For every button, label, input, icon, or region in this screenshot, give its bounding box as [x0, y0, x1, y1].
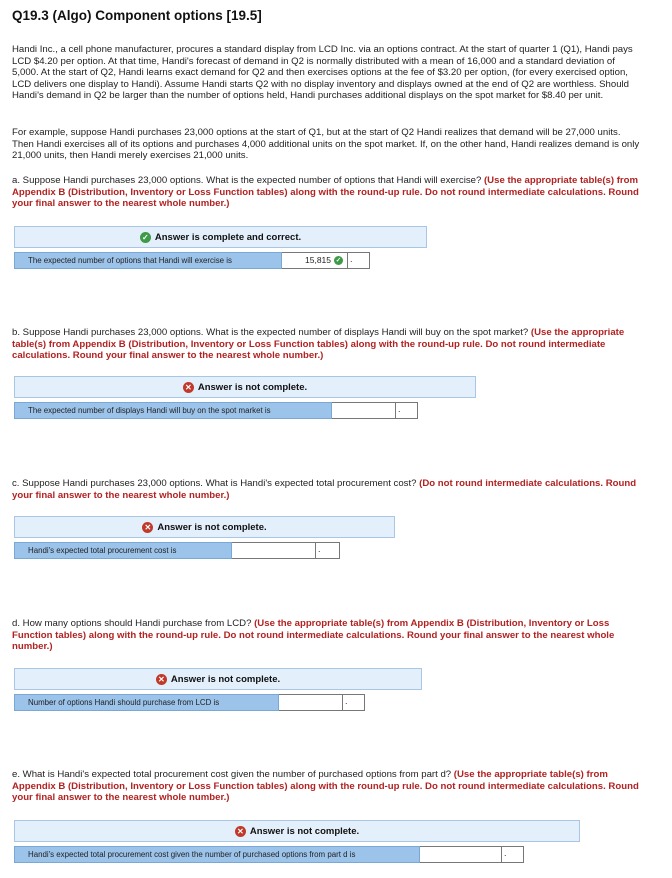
answer-e-suffix: . [502, 846, 524, 863]
answer-d-status-text: Answer is not complete. [170, 673, 281, 685]
answer-b-status-text: Answer is not complete. [197, 381, 308, 393]
answer-c-row [14, 542, 340, 559]
answer-a-row [14, 252, 370, 269]
problem-example: For example, suppose Handi purchases 23,000 options at the start of Q1, but at the start of Q2 Handi realizes that demand will be 27,000 units. Then Handi exercises all of its options and purchases 4,000 additional units on the spot market. If, on the other hand, Handi realizes demand is only 21,000 units, then Handi merely exercises 21,000 units. [12, 127, 640, 162]
answer-d-input[interactable] [279, 694, 343, 711]
question-d [12, 618, 642, 653]
question-c [12, 478, 642, 501]
answer-c-status-text: Answer is not complete. [157, 521, 267, 533]
question-b-text: b. Suppose Handi purchases 23,000 options. What is the expected number of displays Handi will buy on the spot market? [12, 327, 529, 338]
answer-a-status-text: Answer is complete and correct. [154, 231, 302, 243]
answer-b-suffix: . [396, 402, 418, 419]
answer-e-status-text: Answer is not complete. [249, 825, 360, 837]
page-title: Q19.3 (Algo) Component options [19.5] [12, 8, 262, 23]
question-d-text: d. How many options should Handi purchase from LCD? [12, 618, 252, 629]
x-circle-icon: ✕ [142, 522, 153, 533]
answer-a-suffix: . [348, 252, 370, 269]
question-e-instruction: (Use the appropriate table(s) from Appendix B (Distribution, Inventory or Loss Function tables) along with the round-up rule. Do not round intermediate calculations. Round your final answer to the nearest whole number.) [12, 769, 639, 804]
answer-d-suffix: . [343, 694, 365, 711]
question-d-instruction: (Use the appropriate table(s) from Appendix B (Distribution, Inventory or Loss Function tables) along with the round-up rule. Do not round intermediate calculations. Round your final answer to the nearest whole number.) [12, 618, 615, 653]
question-e [12, 769, 642, 804]
check-circle-icon: ✓ [140, 232, 151, 243]
question-a-instruction: (Use the appropriate table(s) from Appendix B (Distribution, Inventory or Loss Function tables) along with the round-up rule. Do not round intermediate calculations. Round your final answer to the nearest whole number.) [12, 175, 639, 210]
answer-b-label: The expected number of displays Handi will buy on the spot market is [14, 402, 332, 419]
problem-intro: Handi Inc., a cell phone manufacturer, procures a standard display from LCD Inc. via an options contract. At the start of quarter 1 (Q1), Handi pays LCD $4.20 per option. At that time, Handi's forecast of demand in Q2 is normally distributed with a mean of 16,000 and a standard deviation of 5,000. At the start of Q2, Handi learns exact demand for Q2 and then exercises options at the fee of $3.20 per option, (for every exercised option, LCD delivers one display to Handi). Assume Handi starts Q2 with no display inventory and displays owned at the end of Q2 are worthless. Should Handi's demand in Q2 be larger than the number of options held, Handi purchases additional displays on the spot market for $8.40 per unit. [12, 44, 633, 102]
answer-d-label: Number of options Handi should purchase from LCD is [14, 694, 279, 711]
answer-c-input[interactable] [232, 542, 316, 559]
question-c-text: c. Suppose Handi purchases 23,000 options. What is Handi's expected total procurement cost? [12, 478, 417, 489]
answer-d-status [14, 668, 422, 690]
x-circle-icon: ✕ [235, 826, 246, 837]
question-a [12, 175, 642, 210]
answer-c-status [14, 516, 395, 538]
x-circle-icon: ✕ [183, 382, 194, 393]
answer-a-value: 15,815 [305, 255, 331, 265]
question-c-instruction: (Do not round intermediate calculations. Round your final answer to the nearest whole number.) [12, 478, 637, 501]
answer-b-row [14, 402, 418, 419]
answer-a-input[interactable] [282, 252, 348, 269]
answer-b-input[interactable] [332, 402, 396, 419]
answer-c-suffix: . [316, 542, 340, 559]
answer-e-input[interactable] [420, 846, 502, 863]
answer-b-status [14, 376, 476, 398]
answer-c-label: Handi's expected total procurement cost is [14, 542, 232, 559]
question-b-instruction: (Use the appropriate table(s) from Appendix B (Distribution, Inventory or Loss Function tables) along with the round-up rule. Do not round intermediate calculations. Round your final answer to the nearest whole number.) [12, 327, 625, 362]
x-circle-icon: ✕ [156, 674, 167, 685]
answer-e-label: Handi's expected total procurement cost given the number of purchased options from part d is [14, 846, 420, 863]
question-b [12, 327, 642, 362]
answer-d-row [14, 694, 365, 711]
answer-e-row [14, 846, 524, 863]
answer-a-status [14, 226, 427, 248]
question-e-text: e. What is Handi's expected total procurement cost given the number of purchased options from part d? [12, 769, 452, 780]
answer-e-status [14, 820, 580, 842]
question-a-text: a. Suppose Handi purchases 23,000 options. What is the expected number of options that Handi will exercise? [12, 175, 482, 186]
check-circle-icon: ✓ [335, 257, 342, 264]
answer-a-label: The expected number of options that Handi will exercise is [14, 252, 282, 269]
